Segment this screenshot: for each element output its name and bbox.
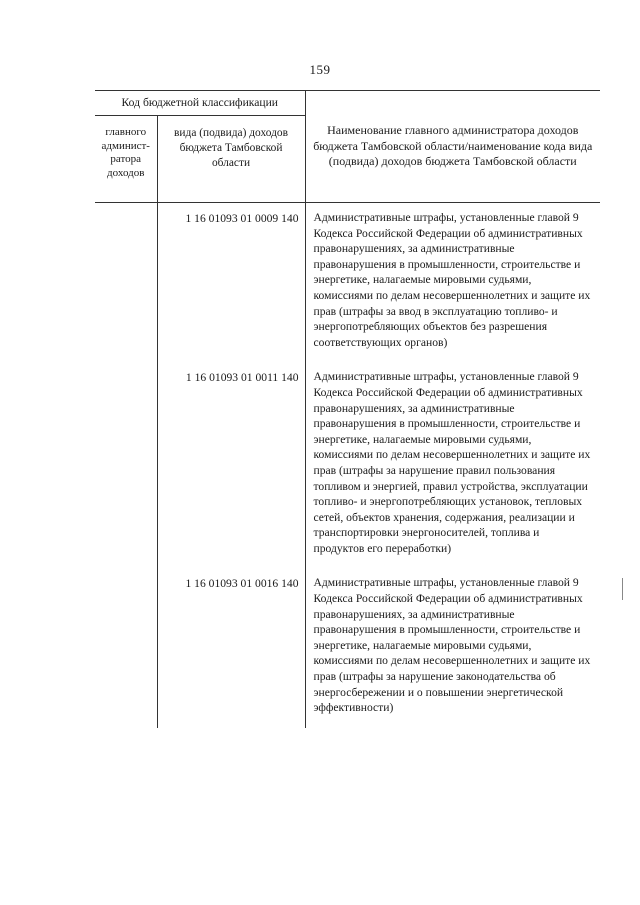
header-name-column: Наименование главного администратора доходов бюджета Тамбовской области/наименование кода вида (подвида) доходов бюджета Тамбовской области <box>305 91 600 203</box>
row-admin-cell <box>95 568 157 727</box>
table-row <box>95 568 600 727</box>
row-code-cell: 1 16 01093 01 0011 140 <box>157 362 305 568</box>
header-admin-column: главного админист-ратора доходов <box>95 116 157 203</box>
row-code-cell: 1 16 01093 01 0009 140 <box>157 203 305 363</box>
row-admin-cell <box>95 203 157 363</box>
budget-classification-table <box>95 90 600 728</box>
table-row <box>95 203 600 363</box>
row-description-cell: Административные штрафы, установленные главой 9 Кодекса Российской Федерации об административных правонарушениях, за административные правонарушения в промышленности, строительстве и энергетике, налагаемые мировыми судьями, комиссиями по делам несовершеннолетних и защите их прав (штрафы за нарушение правил пользования топливом и энергией, правил устройства, эксплуатации топливо- и энергопотребляющих установок, тепловых сетей, объектов хранения, содержания, реализации и транспортировки энергоносителей, топлива и продуктов его переработки) <box>313 370 591 555</box>
page-number: 159 <box>309 62 331 77</box>
header-code-column: вида (подвида) доходов бюджета Тамбовской области <box>157 116 305 203</box>
row-admin-cell <box>95 362 157 568</box>
table-row <box>95 362 600 568</box>
row-description-cell: Административные штрафы, установленные главой 9 Кодекса Российской Федерации об административных правонарушениях, за административные правонарушения в промышленности, строительстве и энергетике, налагаемые мировыми судьями, комиссиями по делам несовершеннолетних и защите их прав (штрафы за нарушение законодательства об энергосбережении и о повышении энергетической эффективности) <box>313 576 591 715</box>
row-description-cell: Административные штрафы, установленные главой 9 Кодекса Российской Федерации об административных правонарушениях, за административные правонарушения в промышленности, строительстве и энергетике, налагаемые мировыми судьями, комиссиями по делам несовершеннолетних и защите их прав (штрафы за ввод в эксплуатацию топливо- и энергопотребляющих объектов без разрешения соответствующих органов) <box>313 211 591 349</box>
table-header-row-1 <box>95 91 600 116</box>
row-code-cell: 1 16 01093 01 0016 140 <box>157 568 305 727</box>
margin-mark <box>622 578 623 600</box>
header-classification-group: Код бюджетной классификации <box>95 91 305 116</box>
